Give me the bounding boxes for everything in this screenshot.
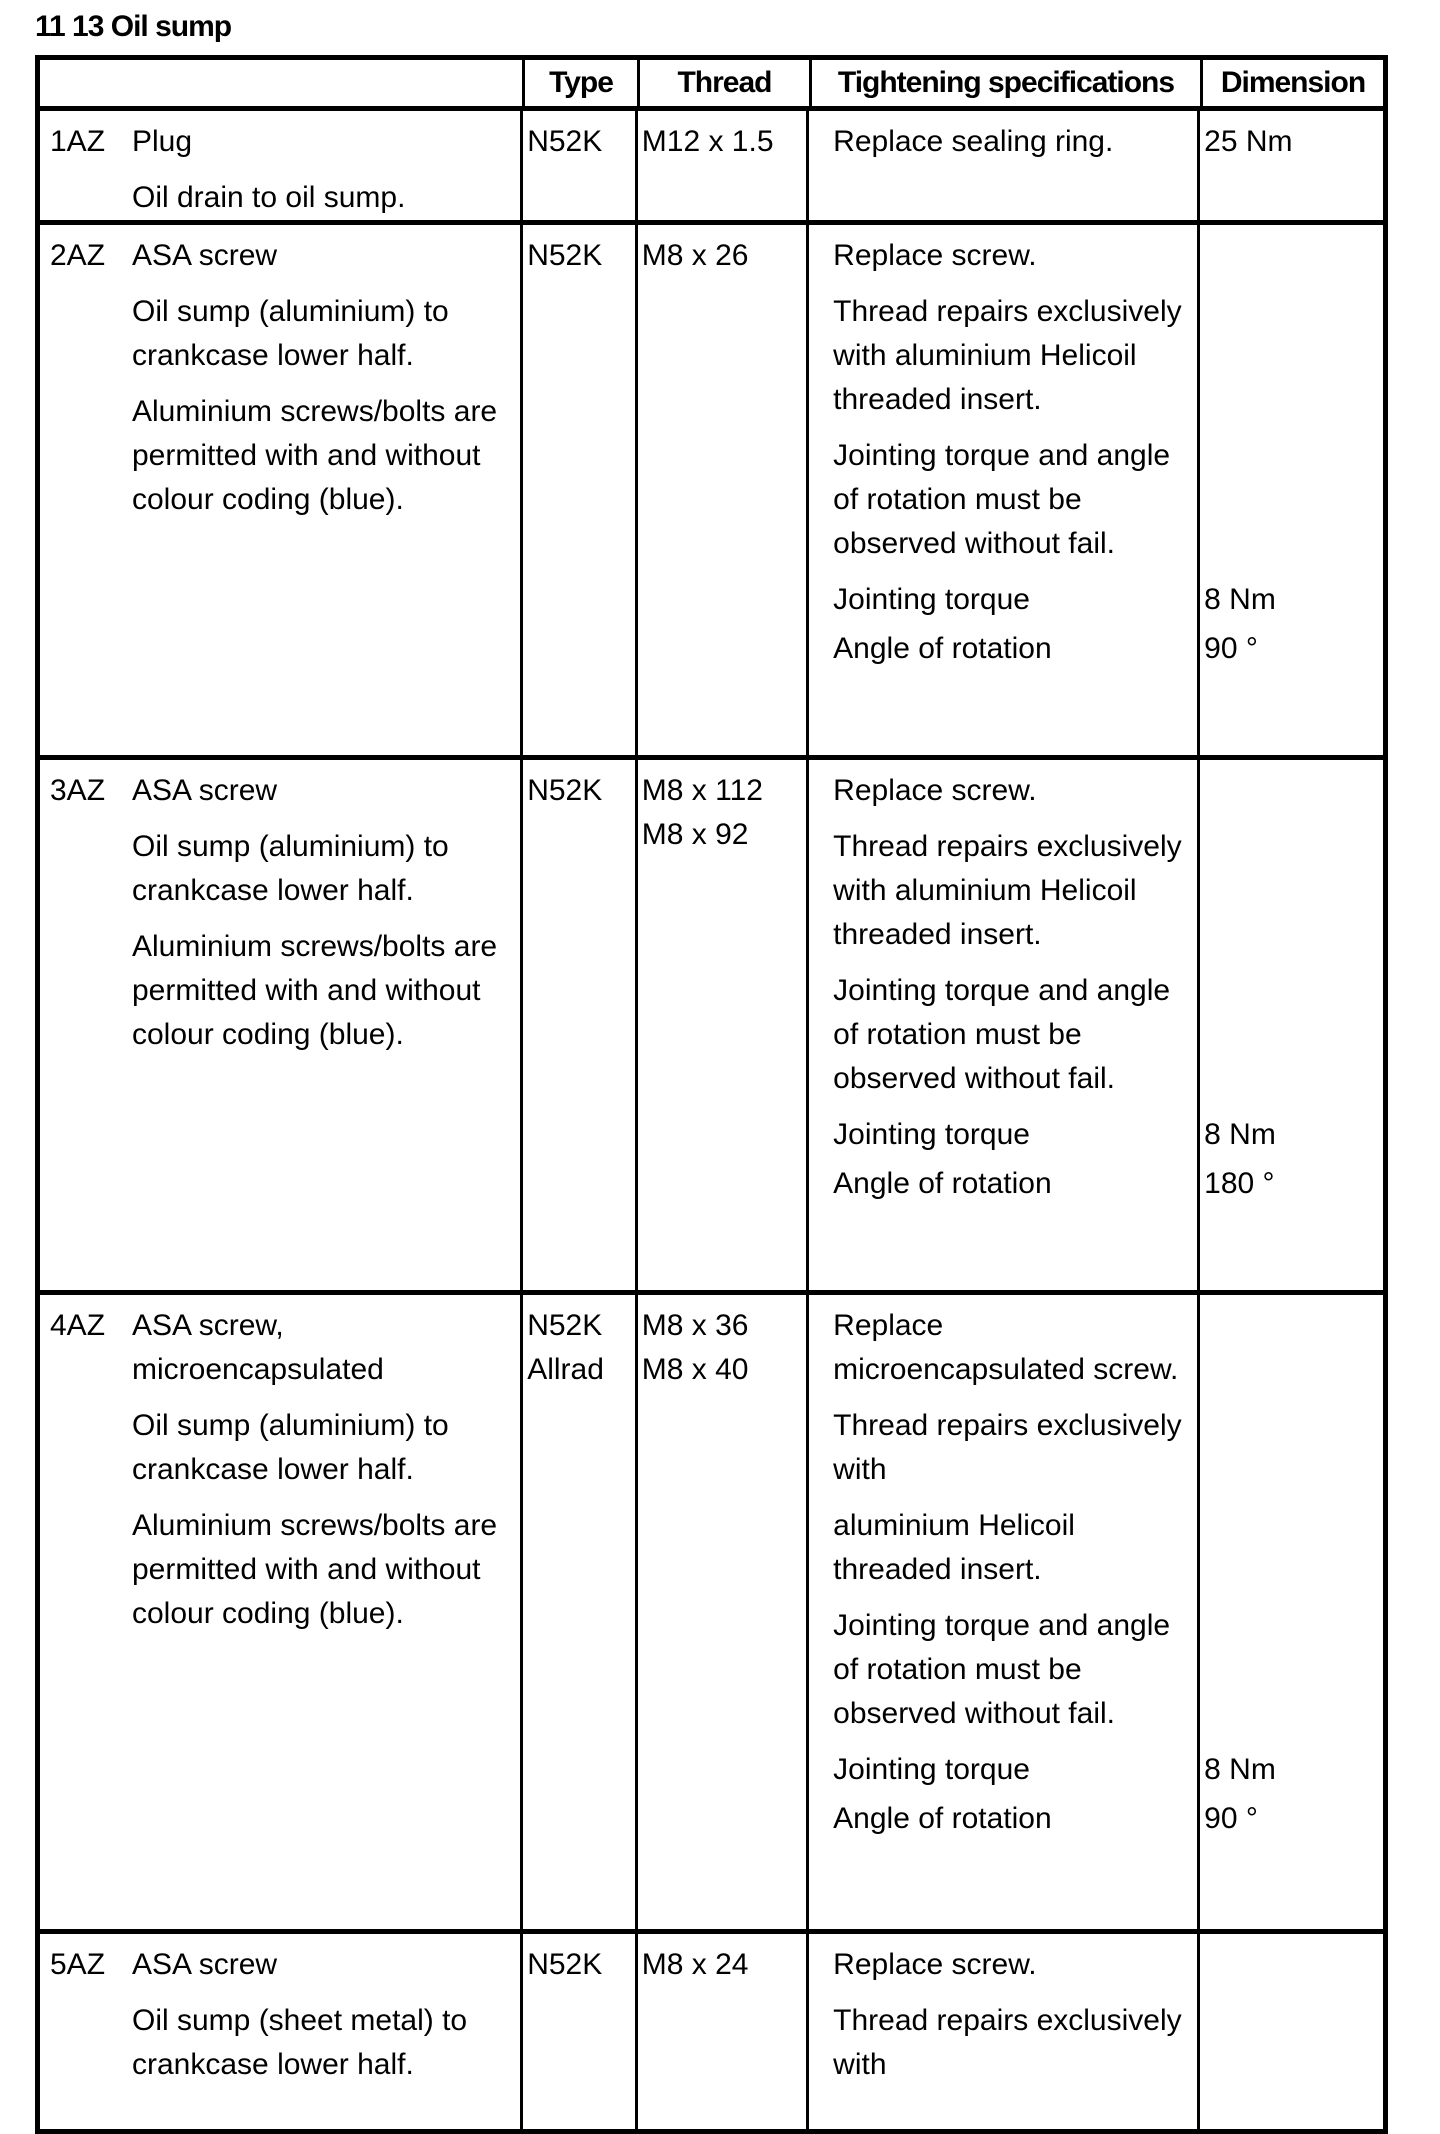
spec-entry xyxy=(809,290,1383,422)
dimension-value xyxy=(1200,1504,1383,1592)
dimension-value xyxy=(1200,434,1383,566)
spec-entry xyxy=(809,1113,1383,1157)
dimension-value: 25 Nm xyxy=(1204,125,1293,158)
spec-entry xyxy=(809,1748,1383,1792)
spec-cell xyxy=(809,1295,1383,1929)
table-header xyxy=(40,60,1383,111)
type-value: N52K xyxy=(527,1948,603,1981)
dimension-value: 8 Nm xyxy=(1204,1753,1276,1786)
type-value: N52K xyxy=(527,125,603,158)
dimension-value xyxy=(1200,1604,1383,1736)
thread-value: M8 x 36 xyxy=(641,1309,749,1342)
dimension-value xyxy=(1200,1999,1383,2087)
thread-value: M8 x 40 xyxy=(641,1353,749,1386)
spec-text: Angle of rotation xyxy=(833,632,1052,665)
type-value: N52K xyxy=(527,239,603,272)
description-line: Aluminium screws/bolts are permitted with and without colour coding (blue). xyxy=(132,930,498,1051)
dimension-value: 180 ° xyxy=(1204,1167,1275,1200)
spec-entry xyxy=(809,120,1383,164)
spec-text: Thread repairs exclusively with aluminium Helicoil threaded insert. xyxy=(833,830,1182,951)
item-id: 2AZ xyxy=(50,239,106,272)
thread-value: M8 x 26 xyxy=(641,239,749,272)
description-line: Plug xyxy=(132,125,193,158)
thread-cell xyxy=(638,1295,809,1929)
thread-cell xyxy=(638,1934,809,2129)
type-cell xyxy=(523,1934,638,2129)
description-line: Oil sump (aluminium) to crankcase lower half. xyxy=(132,830,449,907)
dimension-value: 90 ° xyxy=(1204,1802,1258,1835)
item-description xyxy=(132,769,520,1057)
section-title: 11 13 Oil sump xyxy=(35,10,232,43)
description-line: Oil sump (aluminium) to crankcase lower half. xyxy=(132,295,449,372)
spec-text: Jointing torque and angle of rotation must be observed without fail. xyxy=(833,1609,1171,1730)
spec-text: Thread repairs exclusively with xyxy=(833,2004,1182,2081)
spec-text: Jointing torque and angle of rotation must be observed without fail. xyxy=(833,439,1171,560)
spec-entry xyxy=(809,1943,1383,1987)
spec-cell xyxy=(809,111,1383,220)
description-line: Oil sump (sheet metal) to crankcase lower half. xyxy=(132,2004,468,2081)
spec-cell xyxy=(809,760,1383,1290)
spec-entry xyxy=(809,1604,1383,1736)
description-line: ASA screw xyxy=(132,239,278,272)
table-row xyxy=(40,1934,1383,2134)
spec-text: Angle of rotation xyxy=(833,1167,1052,1200)
spec-entry xyxy=(809,1162,1383,1206)
type-value: Allrad xyxy=(527,1353,604,1386)
spec-cell xyxy=(809,1934,1383,2129)
spec-text: Replace screw. xyxy=(833,1948,1037,1981)
item-cell xyxy=(40,111,523,220)
item-id: 1AZ xyxy=(50,125,106,158)
dimension-value xyxy=(1200,1943,1383,1987)
dimension-value: 8 Nm xyxy=(1204,583,1276,616)
description-line: Aluminium screws/bolts are permitted with and without colour coding (blue). xyxy=(132,395,498,516)
spec-text: Jointing torque xyxy=(833,1753,1030,1786)
thread-value: M8 x 92 xyxy=(641,818,749,851)
type-cell xyxy=(523,225,638,755)
spec-text: Jointing torque and angle of rotation must be observed without fail. xyxy=(833,974,1171,1095)
item-id: 5AZ xyxy=(50,1948,106,1981)
spec-entry xyxy=(809,1999,1383,2087)
table-row xyxy=(40,225,1383,760)
type-value: N52K xyxy=(527,1309,603,1342)
header-thread: Thread xyxy=(640,60,812,106)
spec-text: Jointing torque xyxy=(833,1118,1030,1151)
spec-text: aluminium Helicoil threaded insert. xyxy=(833,1509,1075,1586)
spec-entry xyxy=(809,1404,1383,1492)
thread-cell xyxy=(638,111,809,220)
spec-text: Jointing torque xyxy=(833,583,1030,616)
spec-entry xyxy=(809,969,1383,1101)
description-line: ASA screw xyxy=(132,1948,278,1981)
item-description xyxy=(132,234,520,522)
thread-value: M8 x 24 xyxy=(641,1948,749,1981)
type-cell xyxy=(523,760,638,1290)
description-line: ASA screw xyxy=(132,774,278,807)
item-cell xyxy=(40,760,523,1290)
table-row xyxy=(40,1295,1383,1934)
spec-text: Thread repairs exclusively with aluminium Helicoil threaded insert. xyxy=(833,295,1182,416)
table-row xyxy=(40,111,1383,225)
spec-entry xyxy=(809,234,1383,278)
header-dimension: Dimension xyxy=(1220,66,1366,99)
item-cell xyxy=(40,1295,523,1929)
spec-entry xyxy=(809,434,1383,566)
spec-text: Replace screw. xyxy=(833,774,1037,807)
spec-cell xyxy=(809,225,1383,755)
spec-text: Replace screw. xyxy=(833,239,1037,272)
header-item xyxy=(40,60,525,106)
spec-text: Angle of rotation xyxy=(833,1802,1052,1835)
spec-entry xyxy=(809,578,1383,622)
spec-entry xyxy=(809,825,1383,957)
torque-spec-table xyxy=(35,55,1388,2134)
spec-text: Replace microencapsulated screw. xyxy=(833,1309,1179,1386)
spec-entry xyxy=(809,769,1383,813)
dimension-value xyxy=(1200,1404,1383,1492)
spec-entry xyxy=(809,1504,1383,1592)
item-description xyxy=(132,1304,520,1636)
item-description xyxy=(132,120,520,220)
thread-value: M8 x 112 xyxy=(641,774,763,807)
type-cell xyxy=(523,111,638,220)
thread-cell xyxy=(638,225,809,755)
dimension-value xyxy=(1200,825,1383,957)
dimension-value xyxy=(1200,1304,1383,1392)
dimension-value xyxy=(1200,290,1383,422)
item-cell xyxy=(40,225,523,755)
description-line: ASA screw, microencapsulated xyxy=(132,1309,384,1386)
thread-value: M12 x 1.5 xyxy=(641,125,774,158)
spec-entry xyxy=(809,1797,1383,1841)
dimension-value xyxy=(1200,234,1383,278)
spec-text: Replace sealing ring. xyxy=(833,125,1114,158)
dimension-value: 8 Nm xyxy=(1204,1118,1276,1151)
header-spec: Tightening specifications xyxy=(812,60,1203,106)
header-type: Type xyxy=(525,60,640,106)
spec-text: Thread repairs exclusively with xyxy=(833,1409,1182,1486)
description-line: Oil sump (aluminium) to crankcase lower half. xyxy=(132,1409,449,1486)
spec-entry xyxy=(809,1304,1383,1392)
spec-entry xyxy=(809,627,1383,671)
dimension-value: 90 ° xyxy=(1204,632,1258,665)
thread-cell xyxy=(638,760,809,1290)
type-cell xyxy=(523,1295,638,1929)
dimension-value xyxy=(1200,769,1383,813)
description-line: Oil drain to oil sump. xyxy=(132,181,406,214)
item-description xyxy=(132,1943,520,2087)
item-id: 3AZ xyxy=(50,774,106,807)
table-row xyxy=(40,760,1383,1295)
item-cell xyxy=(40,1934,523,2129)
dimension-value xyxy=(1200,969,1383,1101)
type-value: N52K xyxy=(527,774,603,807)
description-line: Aluminium screws/bolts are permitted with and without colour coding (blue). xyxy=(132,1509,498,1630)
item-id: 4AZ xyxy=(50,1309,106,1342)
